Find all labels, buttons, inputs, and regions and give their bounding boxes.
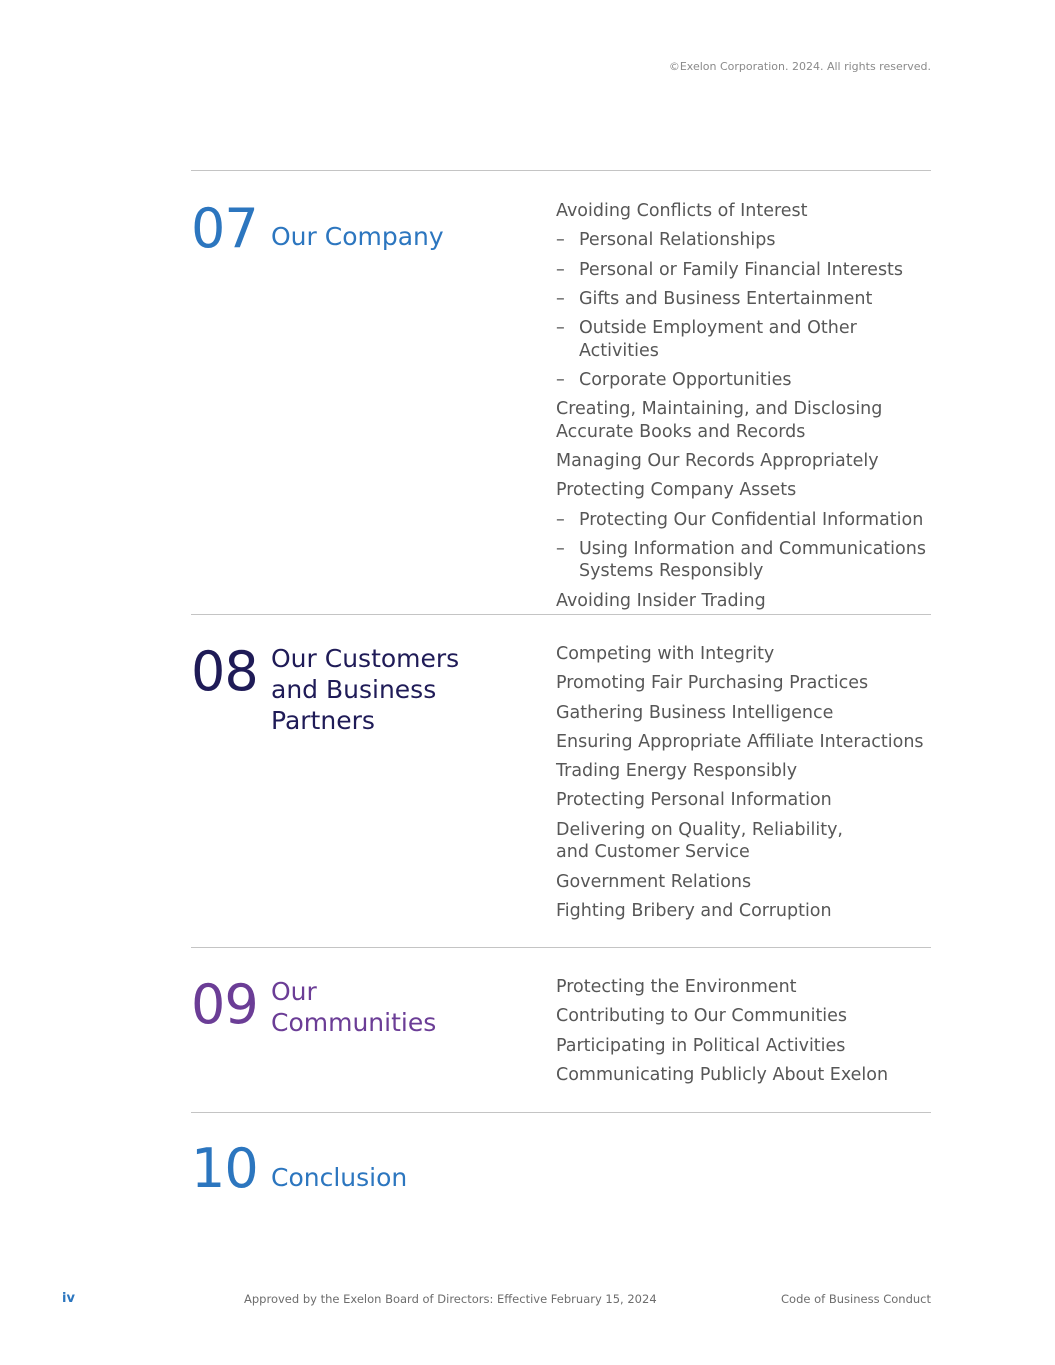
toc-item[interactable]: Delivering on Quality, Reliability, and Customer Service [556, 819, 843, 863]
section-number: 09 [191, 973, 258, 1036]
section-title[interactable]: Our Communities [271, 977, 437, 1037]
copyright-notice: ©Exelon Corporation. 2024. All rights reserved. [668, 60, 931, 73]
toc-item[interactable]: Contributing to Our Communities [556, 1006, 848, 1027]
toc-item[interactable]: Trading Energy Responsibly [556, 761, 798, 782]
toc-subitem[interactable]: – Using Information and Communications Systems Responsibly [556, 538, 929, 583]
toc-item[interactable]: Participating in Political Activities [556, 1035, 846, 1056]
toc-item[interactable]: Promoting Fair Purchasing Practices [556, 673, 869, 694]
toc-subitem[interactable]: – Personal Relationships [556, 229, 936, 252]
toc-item[interactable]: Protecting the Environment [556, 977, 797, 997]
toc-item[interactable]: Communicating Publicly About Exelon [556, 1064, 889, 1085]
toc-subitem[interactable]: – Personal or Family Financial Interests [556, 259, 936, 282]
section-divider [191, 1112, 931, 1113]
toc-item[interactable]: Avoiding Insider Trading [556, 590, 766, 611]
section-number: 07 [191, 197, 258, 260]
section-title[interactable]: Conclusion [271, 1163, 408, 1192]
toc-subitem[interactable]: – Corporate Opportunities [556, 369, 936, 392]
toc-item[interactable]: Protecting Company Assets [556, 480, 797, 501]
section-divider [191, 947, 931, 948]
toc-list [556, 643, 936, 929]
section-number: 08 [191, 640, 258, 703]
toc-item[interactable]: Avoiding Conflicts of Interest [556, 201, 808, 221]
toc-item[interactable]: Government Relations [556, 871, 752, 892]
toc-item[interactable]: Fighting Bribery and Corruption [556, 900, 832, 921]
toc-subitem[interactable]: – Outside Employment and Other Activities [556, 317, 936, 362]
toc-list [556, 976, 936, 1093]
document-title: Code of Business Conduct [781, 1292, 931, 1306]
toc-item[interactable]: Managing Our Records Appropriately [556, 451, 879, 472]
toc-item[interactable]: Gathering Business Intelligence [556, 702, 834, 723]
toc-list [556, 200, 936, 619]
approval-note: Approved by the Exelon Board of Directors: Effective February 15, 2024 [244, 1292, 657, 1306]
toc-item[interactable]: Ensuring Appropriate Affiliate Interactions [556, 731, 924, 752]
toc-subitem[interactable]: – Protecting Our Confidential Information [556, 509, 936, 532]
section-title[interactable]: Our Customers and Business Partners [271, 644, 460, 735]
toc-item[interactable]: Protecting Personal Information [556, 790, 832, 811]
toc-item[interactable]: Creating, Maintaining, and Disclosing Accurate Books and Records [556, 399, 883, 442]
section-divider [191, 170, 931, 171]
section-title[interactable]: Our Company [271, 222, 444, 251]
page-number: iv [62, 1291, 75, 1306]
section-number: 10 [191, 1137, 258, 1200]
toc-item[interactable]: Competing with Integrity [556, 644, 775, 664]
toc-subitem[interactable]: – Gifts and Business Entertainment [556, 288, 936, 311]
